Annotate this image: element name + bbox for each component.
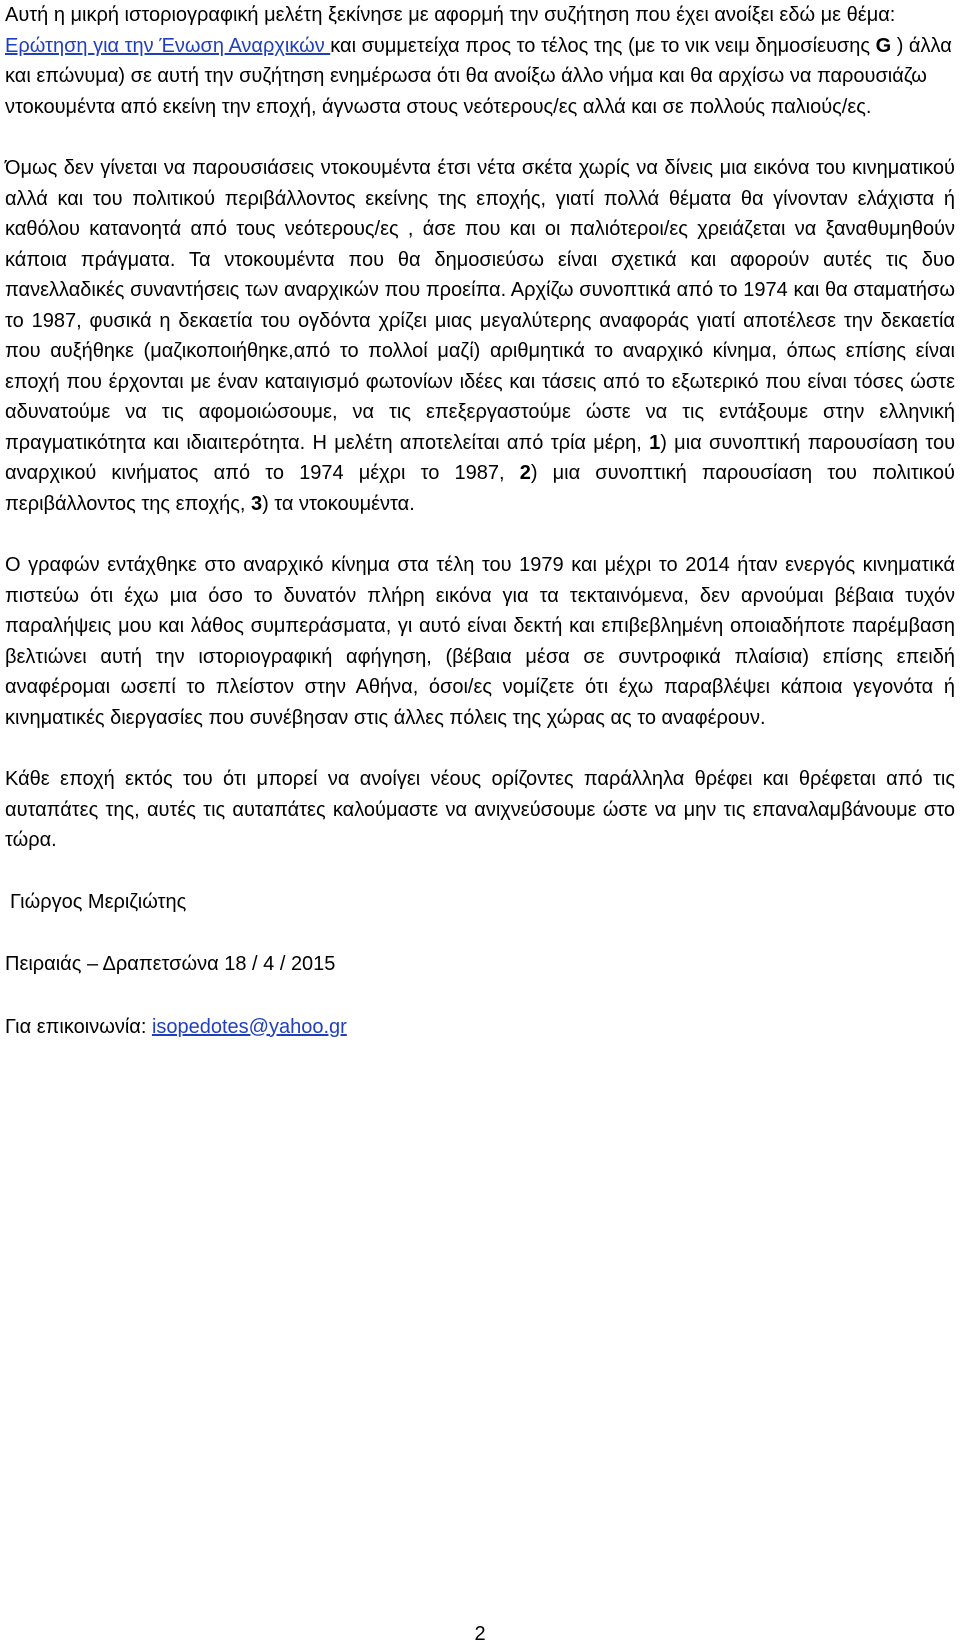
document-page	[5, 0, 955, 1042]
body-text-3: ) μια συνοπτική παρουσίαση του πολιτικού περιβάλλοντος της εποχής,	[5, 462, 955, 515]
body-text-4: ) τα ντοκουμέντα.	[262, 492, 415, 515]
contact-email-link[interactable]: isopedotes@yahoo.gr	[151, 1015, 347, 1038]
intro-text-2: και συμμετείχα προς το τέλος της (με το νικ νειμ δημοσίευσης	[330, 34, 876, 57]
body-text-2: ) μια συνοπτική παρουσίαση του αναρχικού κινήματος από το 1974 μέχρι το 1987,	[5, 431, 956, 484]
nickname: G	[875, 34, 892, 57]
contact-label: Για επικοινωνία:	[5, 1015, 152, 1038]
intro-paragraph	[5, 0, 955, 122]
part-number-3: 3	[250, 492, 263, 515]
place-date: Πειραιάς – Δραπετσώνα 18 / 4 / 2015	[5, 953, 336, 975]
contact-line	[5, 1012, 955, 1043]
intro-text-1: Αυτή η μικρή ιστοριογραφική μελέτη ξεκίνησε με αφορμή την συζήτηση που έχει ανοίξει εδώ με θέμα:	[5, 4, 896, 26]
part-number-1: 1	[649, 431, 661, 454]
part-number-2: 2	[519, 462, 531, 484]
discussion-link[interactable]: Ερώτηση για την Ένωση Αναρχικών	[5, 34, 331, 57]
author-note-paragraph: Ο γραφών εντάχθηκε στο αναρχικό κίνημα στα τέλη του 1979 και μέχρι το 2014 ήταν ενεργός κινηματικά πιστεύω ότι έχω μια όσο το δυνατόν πλήρη εικόνα για τα τεκταινόμενα, δεν αρνούμαι βέβαια τυχόν παραλήψεις μου και λάθος συμπεράσματα, γι αυτό είναι δεκτή και επιβεβλημένη οποιαδήποτε παρέμβαση βελτιώνει αυτή την ιστοριογραφική αφήγηση, (βέβαια μέσα σε συντροφικά πλαίσια) επίσης επειδή αναφέρομαι ωσεπί το πλείστον στην Αθήνα, όσοι/ες νομίζετε ότι έχω παραβλέψει κάποια γεγονότα ή κινηματικές διεργασίες που συνέβησαν στις άλλες πόλεις της χώρας ας το αναφέρουν.	[5, 554, 955, 729]
page-number: 2	[474, 1623, 486, 1645]
closing-paragraph: Κάθε εποχή εκτός του ότι μπορεί να ανοίγει νέους ορίζοντες παράλληλα θρέφει και θρέφεται από τις αυταπάτες της, αυτές τις αυταπάτες καλούμαστε να ανιχνεύσουμε ώστε να μην τις επαναλαμβάνουμε στο τώρα.	[5, 768, 955, 851]
body-text-1: Όμως δεν γίνεται να παρουσιάσεις ντοκουμέντα έτσι νέτα σκέτα χωρίς να δίνεις μια εικόνα του κινηματικού αλλά και του πολιτικού περιβάλλοντος εκείνης της εποχής, γιατί πολλά θέματα θα γίνονταν ελάχιστα ή καθόλου κατανοητά από τους νεότερους/ες , άσε που και οι παλιότεροι/ες χρειάζεται να ξαναθυμηθούν κάποια πράγματα. Τα ντοκουμέντα που θα δημοσιεύσω είναι σχετικά και αφορούν αυτές τις δυο πανελλαδικές συναντήσεις των αναρχικών που προείπα. Αρχίζω συνοπτικά από το 1974 και θα σταματήσω το 1987, φυσικά η δεκαετία του ογδόντα χρίζει μιας μεγαλύτερης αναφοράς γιατί αποτέλεσε την δεκαετία που αυξήθηκε (μαζικοποιήθηκε,από το πολλοί μαζί) αριθμητικά το αναρχικό κίνημα, όπως επίσης είναι εποχή που έρχονται με έναν καταιγισμό φωτονίων ιδέες και τάσεις από το εξωτερικό που είναι τόσες ώστε αδυνατούμε να τις αφομοιώσουμε, να τις επεξεργαστούμε ώστε να τις εντάξουμε στην ελληνική πραγματικότητα και ιδιαιτερότητα. Η μελέτη αποτελείται από τρία μέρη,	[5, 157, 955, 454]
intro-text-3: ) άλλα και επώνυμα) σε αυτή την συζήτηση ενημέρωσα ότι θα ανοίξω άλλο νήμα και θα αρχίσω να παρουσιάζω ντοκουμέντα από εκείνη την εποχή, άγνωστα στους νεότερους/ες αλλά και σε πολλούς παλιούς/ες.	[5, 34, 952, 118]
body-paragraph	[5, 153, 955, 519]
signature: Γιώργος Μεριζιώτης	[10, 890, 187, 913]
